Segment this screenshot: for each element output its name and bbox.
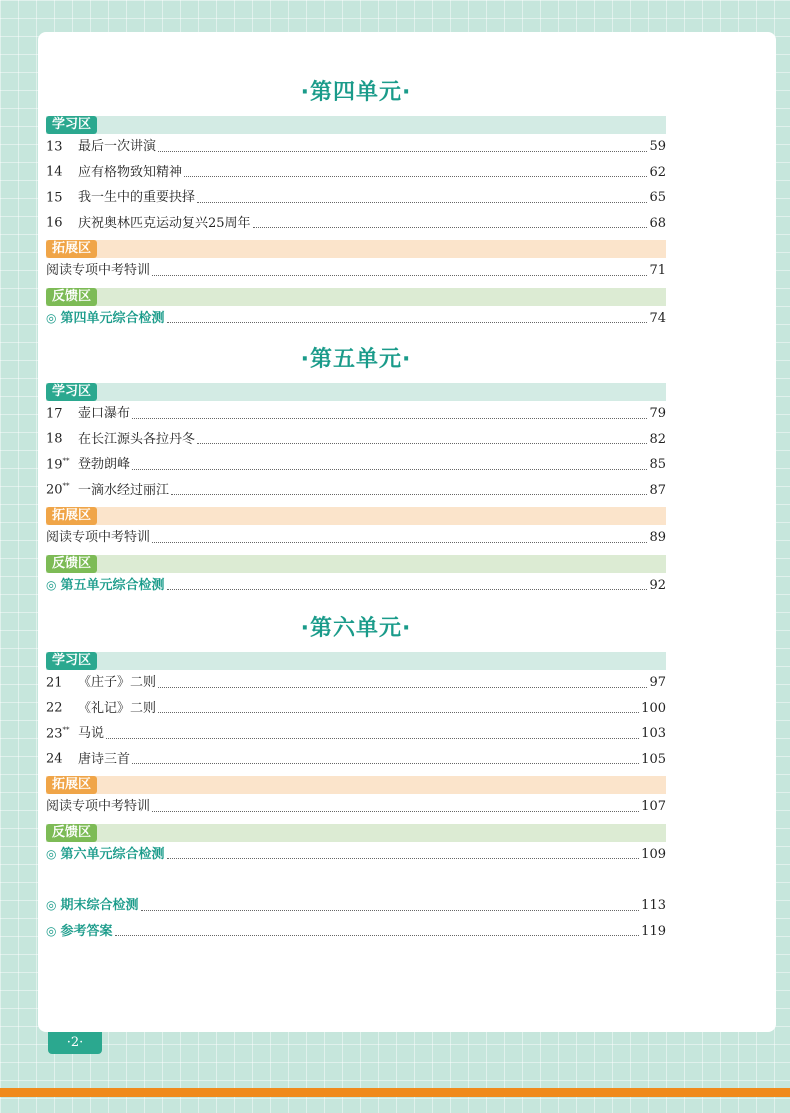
study-zone-label: 学习区 [46, 383, 97, 401]
leader-dots [152, 541, 647, 543]
study-zone-label: 学习区 [46, 652, 97, 670]
expand-zone-label: 拓展区 [46, 240, 97, 258]
page-ref: 113 [641, 898, 666, 913]
leader-dots [132, 417, 647, 419]
leader-dots [115, 934, 640, 936]
toc-entry-unit-test[interactable] [46, 306, 666, 332]
leader-dots [152, 810, 639, 812]
page-ref: 89 [649, 530, 666, 545]
page-ref: 103 [641, 726, 666, 741]
target-ring-icon: ◎ [46, 846, 57, 861]
unit-6-section [46, 614, 666, 867]
feedback-zone-bar [46, 824, 666, 842]
leader-dots [158, 711, 639, 713]
toc-entry-reading-training[interactable] [46, 258, 666, 284]
toc-entry-17[interactable] [46, 401, 666, 427]
page-ref: 109 [641, 846, 666, 862]
leader-dots [167, 857, 640, 859]
lesson-title: 《礼记》二则 [78, 700, 157, 716]
page-ref: 97 [649, 675, 666, 690]
target-ring-icon: ◎ [46, 577, 57, 592]
toc-entry-14[interactable] [46, 160, 666, 186]
feedback-zone-bar [46, 288, 666, 306]
lesson-number: 18 [46, 431, 63, 447]
feedback-zone-label: 反馈区 [46, 555, 97, 573]
toc-entry-22[interactable] [46, 696, 666, 722]
leader-dots [132, 468, 647, 470]
page-ref: 100 [641, 700, 666, 716]
lesson-title: 在长江源头各拉丹冬 [78, 431, 196, 447]
lesson-title: 唐诗三首 [78, 751, 131, 767]
page-ref: 85 [649, 457, 666, 472]
entry-title: ◎ 第四单元综合检测 [46, 306, 165, 332]
entry-title: ◎ 期末综合检测 [46, 893, 139, 919]
page-ref: 71 [649, 263, 666, 278]
entry-title: ◎ 第六单元综合检测 [46, 842, 165, 868]
leader-dots [253, 226, 648, 228]
study-zone-bar [46, 116, 666, 134]
toc-entry-unit-test[interactable] [46, 842, 666, 868]
page-ref: 59 [649, 139, 666, 154]
entry-title: 阅读专项中考特训 [46, 799, 151, 814]
target-ring-icon: ◎ [46, 923, 57, 938]
lesson-number: 20** [46, 482, 70, 498]
lesson-number: 13 [46, 139, 63, 154]
unit-5-title: ·第五单元· [300, 347, 412, 372]
toc-entry-19[interactable] [46, 452, 666, 478]
expand-zone-bar [46, 240, 666, 258]
toc-entry-reading-training[interactable] [46, 525, 666, 551]
page-ref: 105 [641, 751, 666, 767]
page-ref: 119 [641, 923, 666, 939]
lesson-number: 14 [46, 164, 63, 180]
leader-dots [141, 909, 640, 911]
expand-zone-label: 拓展区 [46, 507, 97, 525]
lesson-number: 24 [46, 751, 63, 767]
lesson-number: 15 [46, 190, 63, 205]
lesson-title: 马说 [78, 726, 105, 741]
lesson-title: 应有格物致知精神 [78, 164, 183, 180]
lesson-number: 21 [46, 675, 63, 690]
unit-4-section [46, 78, 666, 331]
lesson-title: 登勃朗峰 [78, 457, 131, 472]
lesson-title: 庆祝奥林匹克运动复兴25周年 [78, 215, 251, 231]
page-ref: 87 [649, 482, 666, 498]
toc-entry-16[interactable] [46, 211, 666, 237]
leader-dots [167, 588, 648, 590]
target-ring-icon: ◎ [46, 310, 57, 325]
toc-entry-13[interactable] [46, 134, 666, 160]
leader-dots [158, 686, 647, 688]
bottom-accent-bar [0, 1088, 790, 1097]
expand-zone-label: 拓展区 [46, 776, 97, 794]
toc-entry-20[interactable] [46, 478, 666, 504]
leader-dots [132, 762, 639, 764]
toc-entry-final-exam[interactable] [46, 893, 666, 919]
page-ref: 62 [649, 164, 666, 180]
expand-zone-bar [46, 776, 666, 794]
feedback-zone-bar [46, 555, 666, 573]
page-ref: 82 [649, 431, 666, 447]
page-ref: 68 [649, 215, 666, 231]
unit-4-title: ·第四单元· [300, 80, 412, 105]
toc-entry-24[interactable] [46, 747, 666, 773]
lesson-number: 16 [46, 215, 63, 231]
leader-dots [158, 150, 647, 152]
lesson-number: 22 [46, 700, 63, 716]
entry-title: ◎ 参考答案 [46, 919, 113, 945]
unit-6-title: ·第六单元· [300, 616, 412, 641]
page-ref: 92 [649, 577, 666, 593]
leader-dots [167, 321, 648, 323]
page-ref: 107 [641, 799, 666, 814]
entry-title: 阅读专项中考特训 [46, 530, 151, 545]
toc-entry-answer-key[interactable] [46, 919, 666, 945]
feedback-zone-label: 反馈区 [46, 288, 97, 306]
leader-dots [197, 201, 647, 203]
toc-entry-21[interactable] [46, 670, 666, 696]
toc-entry-23[interactable] [46, 721, 666, 747]
final-section [46, 893, 666, 944]
leader-dots [152, 274, 647, 276]
toc-entry-18[interactable] [46, 427, 666, 453]
leader-dots [106, 737, 639, 739]
leader-dots [171, 493, 647, 495]
page-ref: 65 [649, 190, 666, 205]
toc-entry-reading-training[interactable] [46, 794, 666, 820]
leader-dots [197, 442, 647, 444]
lesson-number: 23** [46, 725, 70, 741]
lesson-title: 《庄子》二则 [78, 675, 157, 690]
study-zone-bar [46, 652, 666, 670]
entry-title: 阅读专项中考特训 [46, 263, 151, 278]
lesson-title: 我一生中的重要抉择 [78, 190, 196, 205]
toc-entry-15[interactable] [46, 185, 666, 211]
toc-entry-unit-test[interactable] [46, 573, 666, 599]
study-zone-bar [46, 383, 666, 401]
entry-title: ◎ 第五单元综合检测 [46, 573, 165, 599]
page-ref: 79 [649, 406, 666, 421]
lesson-title: 最后一次讲演 [78, 139, 157, 154]
target-ring-icon: ◎ [46, 898, 57, 912]
study-zone-label: 学习区 [46, 116, 97, 134]
unit-5-section [46, 345, 666, 598]
leader-dots [184, 175, 647, 177]
lesson-number: 19** [46, 456, 70, 472]
feedback-zone-label: 反馈区 [46, 824, 97, 842]
page-number: ·2· [48, 1032, 102, 1054]
lesson-title: 一滴水经过丽江 [78, 482, 170, 498]
lesson-number: 17 [46, 406, 63, 421]
lesson-title: 壶口瀑布 [78, 406, 131, 421]
page-ref: 74 [649, 310, 666, 326]
expand-zone-bar [46, 507, 666, 525]
